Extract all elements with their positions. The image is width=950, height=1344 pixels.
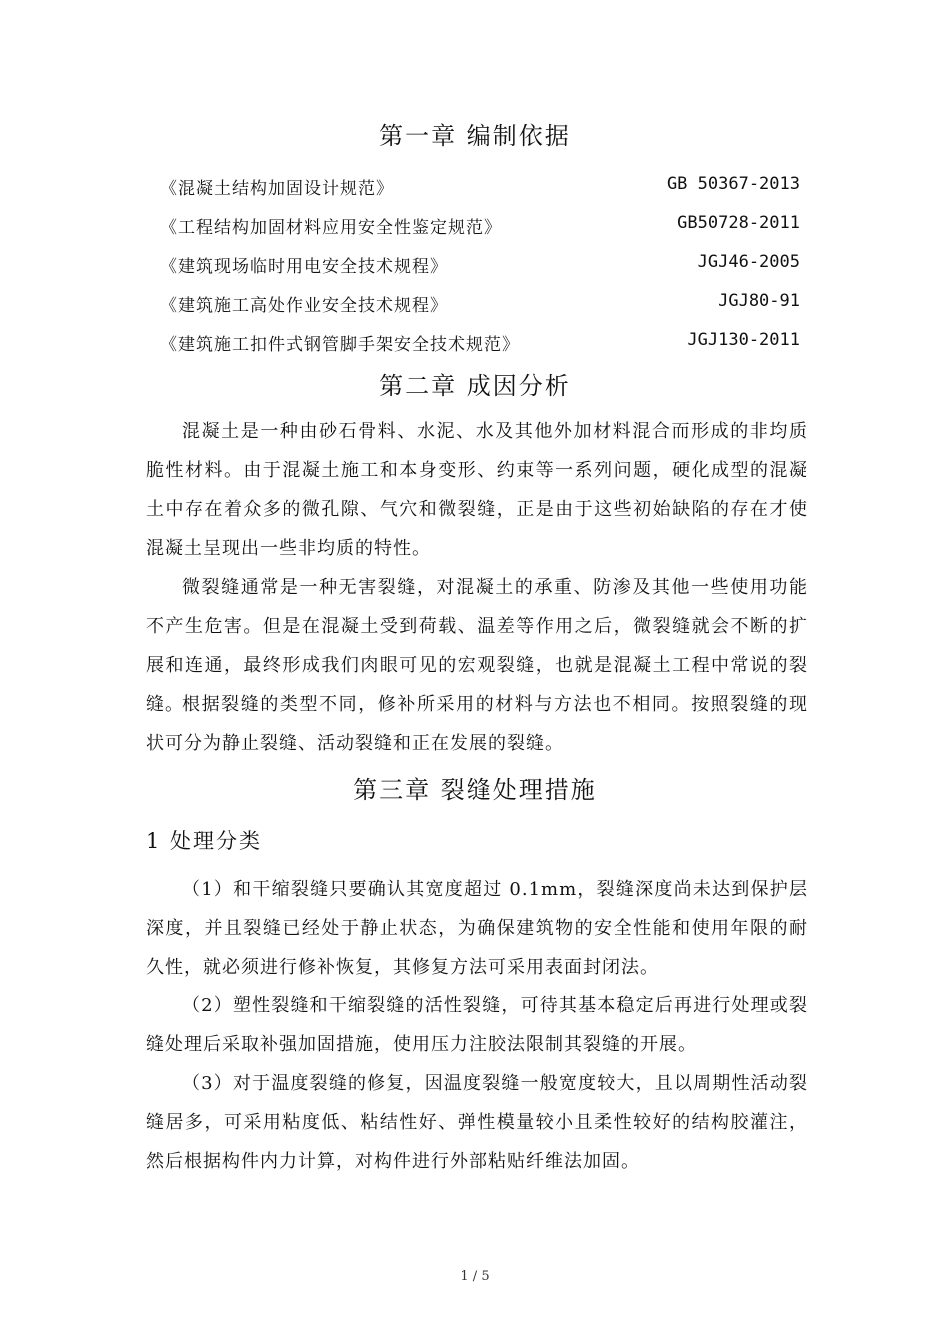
- reference-code: JGJ80-91: [718, 291, 800, 311]
- reference-row: [160, 291, 800, 319]
- reference-row: [160, 213, 800, 241]
- reference-title: 《建筑现场临时用电安全技术规程》: [160, 257, 448, 277]
- reference-code: GB 50367-2013: [666, 174, 800, 194]
- reference-code: JGJ46-2005: [697, 252, 800, 272]
- body-paragraph: 微裂缝通常是一种无害裂缝，对混凝土的承重、防渗及其他一些使用功能不产生危害。但是在混凝土受到荷载、温差等作用之后，微裂缝就会不断的扩展和连通，最终形成我们肉眼可见的宏观裂缝，也就是混凝土工程中常说的裂缝。: [146, 577, 808, 715]
- reference-row: [160, 174, 800, 202]
- reference-code: GB50728-2011: [677, 213, 800, 233]
- reference-title: 《建筑施工扣件式钢管脚手架安全技术规范》: [160, 335, 520, 355]
- reference-row: [160, 330, 800, 358]
- chapter2-title: 第二章 成因分析: [379, 372, 571, 400]
- section-title: 1 处理分类: [146, 829, 263, 853]
- chapter1-title: 第一章 编制依据: [379, 122, 571, 150]
- body-paragraph: 混凝土是一种由砂石骨料、水泥、水及其他外加材料混合而形成的非均质脆性材料。由于混凝土施工和本身变形、约束等一系列问题，硬化成型的混凝土中存在着众多的微孔隙、气穴和微裂缝，正是由于这些初始缺陷的存在才使混凝土呈现出一些非均质的特性。: [146, 421, 808, 559]
- reference-row: [160, 252, 800, 280]
- body-paragraph: （1）和干缩裂缝只要确认其宽度超过 0.1mm，裂缝深度尚未达到保护层深度，并且裂缝已经处于静止状态，为确保建筑物的安全性能和使用年限的耐久性，就必须进行修补恢复，其修复方法可采用表面封闭法。: [146, 879, 808, 978]
- body-paragraph: （2）塑性裂缝和干缩裂缝的活性裂缝，可待其基本稳定后再进行处理或裂缝处理后采取补强加固措施，使用压力注胶法限制其裂缝的开展。: [146, 995, 808, 1055]
- page-number: 1 / 5: [460, 1269, 490, 1284]
- chapter3-title: 第三章 裂缝处理措施: [353, 776, 597, 804]
- body-paragraph: （3）对于温度裂缝的修复，因温度裂缝一般宽度较大，且以周期性活动裂缝居多，可采用粘度低、粘结性好、弹性模量较小且柔性较好的结构胶灌注，然后根据构件内力计算，对构件进行外部粘贴纤维法加固。: [146, 1073, 808, 1172]
- reference-title: 《建筑施工高处作业安全技术规程》: [160, 296, 448, 316]
- reference-title: 《工程结构加固材料应用安全性鉴定规范》: [160, 218, 502, 238]
- reference-title: 《混凝土结构加固设计规范》: [160, 179, 394, 199]
- body-paragraph: 根据裂缝的类型不同，修补所采用的材料与方法也不相同。按照裂缝的现状可分为静止裂缝、活动裂缝和正在发展的裂缝。: [146, 694, 808, 754]
- reference-code: JGJ130-2011: [687, 330, 800, 350]
